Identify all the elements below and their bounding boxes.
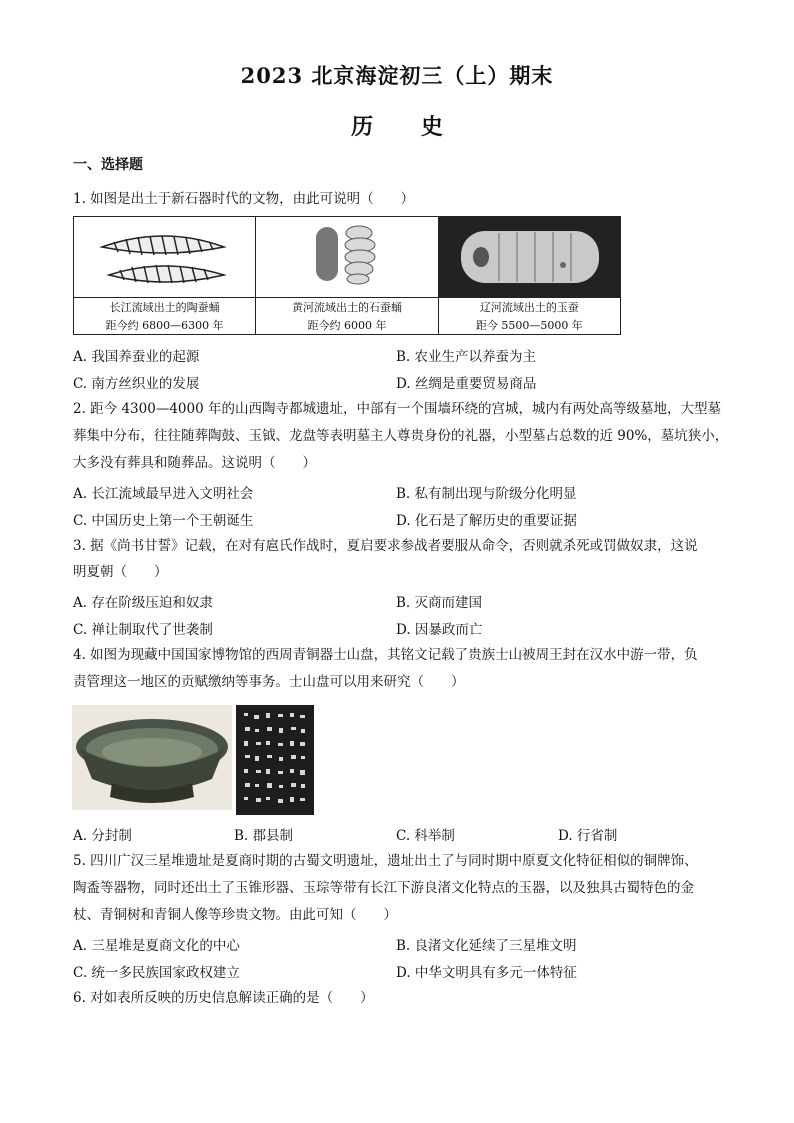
q5-stem-line3: 杖、青铜树和青铜人像等珍贵文物。由此可知（ ） — [73, 907, 397, 923]
q3-option-d[interactable]: D. 因暴政而亡 — [396, 622, 483, 638]
q1-caption-2a: 黄河流域出土的石蚕蛹 — [291, 301, 402, 314]
q1-option-a[interactable]: A. 我国养蚕业的起源 — [73, 349, 200, 365]
q1-stem: 1. 如图是出土于新石器时代的文物，由此可说明（ ） — [73, 191, 415, 207]
q1-figure-cell — [74, 217, 256, 335]
q4-stem-line1: 4. 如图为现藏中国国家博物馆的西周青铜器士山盘，其铭文记载了贵族士山被周王封在汉水中游一带，负 — [73, 647, 698, 663]
q5-stem-line1: 5. 四川广汉三星堆遗址是夏商时期的古蜀文明遗址，遗址出土了与同时期中原夏文化特征相似的铜牌饰、 — [73, 853, 698, 869]
section-heading: 一、选择题 — [73, 157, 143, 173]
q4-option-b[interactable]: B. 郡县制 — [234, 828, 294, 844]
bronze-plate-photo — [72, 705, 232, 810]
q2-option-c[interactable]: C. 中国历史上第一个王朝诞生 — [73, 513, 254, 529]
q2-stem-line1: 2. 距今 4300—4000 年的山西陶寺都城遗址，中部有一个围墙环绕的宫城，城内有两处高等级墓地，大型墓 — [73, 401, 721, 417]
q2-option-a[interactable]: A. 长江流域最早进入文明社会 — [73, 486, 254, 502]
q1-option-c[interactable]: C. 南方丝织业的发展 — [73, 376, 200, 392]
q5-stem-line2: 陶盉等器物，同时还出土了玉锥形器、玉琮等带有长江下游良渚文化特点的玉器，以及独具古蜀特色的金 — [73, 880, 694, 896]
q3-stem-line1: 3. 据《尚书甘誓》记载，在对有扈氏作战时，夏启要求参战者要服从命令，否则就杀死或罚做奴隶，这说 — [73, 538, 698, 554]
pottery-silkworm-image — [74, 217, 255, 298]
q5-option-a[interactable]: A. 三星堆是夏商文化的中心 — [73, 938, 240, 954]
page-title: 2023 北京海淀初三（上）期末 — [240, 63, 554, 88]
q2-stem-line3: 大多没有葬具和随葬品。这说明（ ） — [73, 455, 316, 471]
q3-stem-line2: 明夏朝（ ） — [73, 564, 168, 580]
q2-stem-line2: 葬集中分布，往往随葬陶鼓、玉钺、龙盘等表明墓主人尊贵身份的礼器，小型墓占总数的近 90%，墓坑狭小， — [73, 428, 729, 444]
q1-option-b[interactable]: B. 农业生产以养蚕为主 — [396, 349, 537, 365]
q1-caption-1b: 距今约 6800—6300 年 — [105, 319, 224, 332]
subject-title: 历 史 — [351, 114, 443, 140]
q2-option-b[interactable]: B. 私有制出现与阶级分化明显 — [396, 486, 577, 502]
q3-option-a[interactable]: A. 存在阶级压迫和奴隶 — [73, 595, 213, 611]
q1-figure-table — [73, 216, 621, 335]
q4-option-a[interactable]: A. 分封制 — [73, 828, 132, 844]
q1-figure-cell — [438, 217, 620, 335]
inscription-rubbing-image — [236, 705, 314, 815]
q4-option-c[interactable]: C. 科举制 — [396, 828, 455, 844]
q6-stem: 6. 对如表所反映的历史信息解读正确的是（ ） — [73, 990, 374, 1006]
q1-caption-3a: 辽河流域出土的玉蚕 — [479, 301, 579, 314]
q4-option-d[interactable]: D. 行省制 — [558, 828, 618, 844]
jade-silkworm-image — [439, 217, 620, 298]
q1-caption-2b: 距今约 6000 年 — [307, 319, 387, 332]
q5-option-b[interactable]: B. 良渚文化延续了三星堆文明 — [396, 938, 577, 954]
stone-silkworm-image — [256, 217, 437, 298]
q1-option-d[interactable]: D. 丝绸是重要贸易商品 — [396, 376, 537, 392]
q5-option-c[interactable]: C. 统一多民族国家政权建立 — [73, 965, 240, 981]
q4-stem-line2: 责管理这一地区的贡赋缴纳等事务。士山盘可以用来研究（ ） — [73, 674, 465, 690]
q2-option-d[interactable]: D. 化石是了解历史的重要证据 — [396, 513, 577, 529]
q1-caption-3b: 距今 5500—5000 年 — [475, 319, 583, 332]
q3-option-b[interactable]: B. 灭商而建国 — [396, 595, 483, 611]
q1-figure-cell — [256, 217, 438, 335]
q1-caption-1a: 长江流域出土的陶蚕蛹 — [109, 301, 220, 314]
q3-option-c[interactable]: C. 禅让制取代了世袭制 — [73, 622, 213, 638]
q5-option-d[interactable]: D. 中华文明具有多元一体特征 — [396, 965, 577, 981]
